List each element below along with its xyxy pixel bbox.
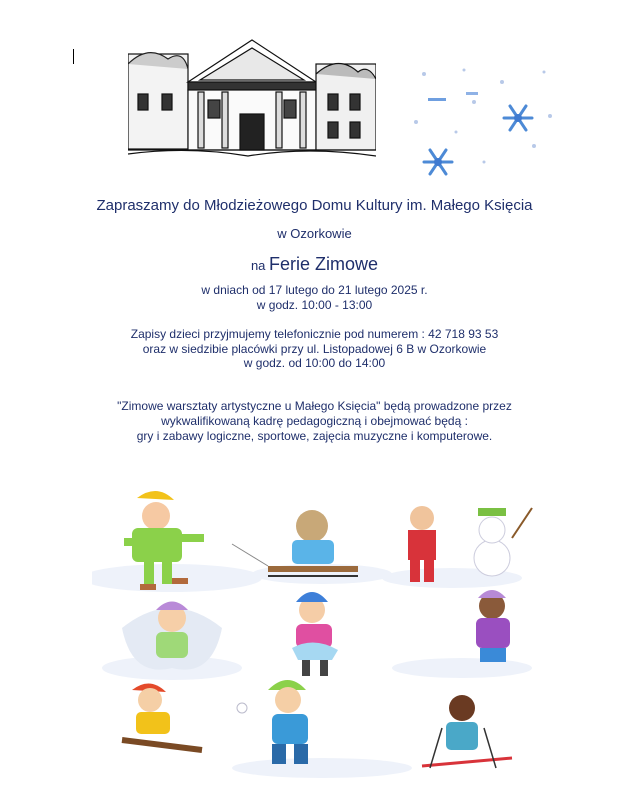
kids-winter-illustration [92,478,552,783]
workshops-line-1: "Zimowe warsztaty artystyczne u Małego Księcia" będą prowadzone przez [117,399,512,413]
signup-hours: w godz. od 10:00 do 14:00 [243,356,386,370]
town-line: w Ozorkowie [277,226,352,241]
workshops-line-2: wykwalifikowaną kadrę pedagogiczną i obejmować będą : [161,414,468,428]
workshops-line-3: gry i zabawy logiczne, sportowe, zajęcia muzyczne i komputerowe. [136,429,493,443]
event-title: Ferie Zimowe [269,254,379,274]
event-hours: w godz. 10:00 - 13:00 [256,298,373,312]
event-title-prefix: na [250,258,266,273]
event-dates: w dniach od 17 lutego do 21 lutego 2025 r. [201,283,428,297]
building-illustration [128,34,376,162]
invitation-line: Zapraszamy do Młodzieżowego Domu Kultury im. Małego Księcia [96,197,533,214]
signup-address: oraz w siedzibie placówki przy ul. Listopadowej 6 B w Ozorkowie [142,342,487,356]
event-title-line [0,254,629,275]
text-cursor [73,49,74,64]
snowflakes-illustration [404,62,556,180]
signup-phone: Zapisy dzieci przyjmujemy telefonicznie pod numerem : 42 718 93 53 [130,327,499,341]
